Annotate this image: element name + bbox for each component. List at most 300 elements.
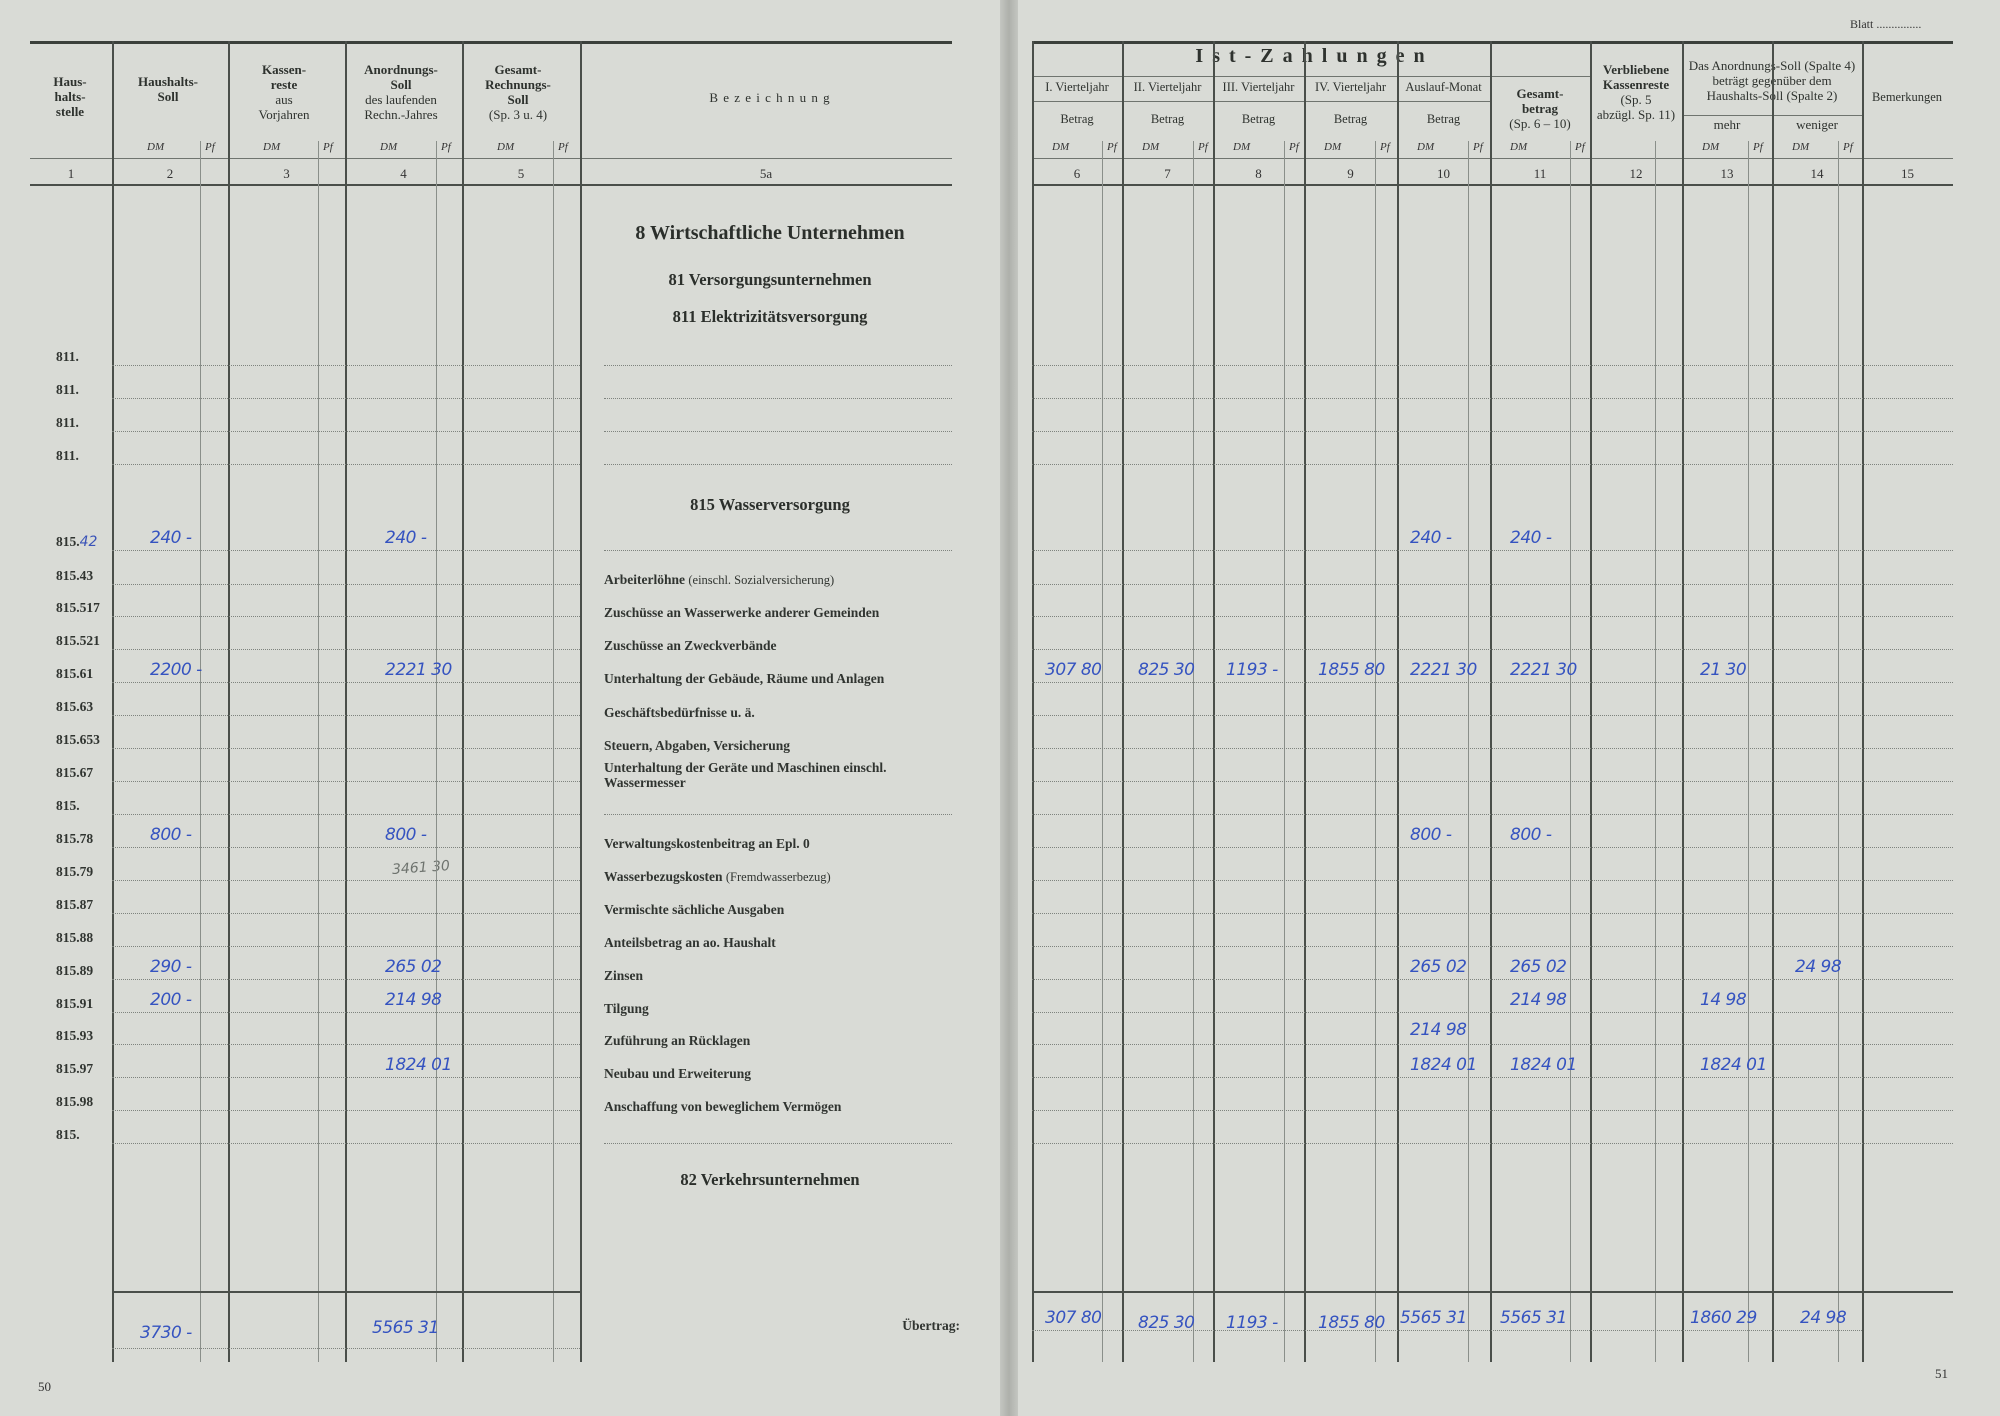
unit-dm: DM [1417,141,1435,153]
column-number-left: 3 [283,166,290,181]
header-anordnungs-vergleich-line: Haushalts-Soll (Spalte 2) [1706,88,1838,103]
header-verbliebene-kassenreste-line: Kassenreste [1602,77,1670,92]
haushaltsstelle-code [56,633,116,649]
handwritten-hs: 290 - [150,957,192,977]
unit-pf: Pf [1473,141,1483,153]
unit-pf: Pf [1198,141,1208,153]
description-text: Neubau und Erweiterung [604,1066,752,1081]
pf-divider [1748,141,1749,1362]
row-rule [112,1143,580,1144]
unit-dm: DM [263,141,281,153]
row-rule [1032,398,1953,399]
row-rule [1032,1143,1953,1144]
header-anordnungs-soll-line: Soll [390,77,412,92]
pf-divider [1193,141,1194,1362]
code-text: 815.43 [56,568,94,583]
handwritten-gb: 214 98 [1510,990,1567,1010]
handwritten-al: 1824 01 [1410,1055,1477,1075]
row-rule [1032,1012,1953,1013]
handwritten-mehr: 14 98 [1700,990,1747,1010]
section-81: 81 Versorgungsunternehmen [668,270,872,289]
row-rule [1032,464,1953,465]
handwritten-mehr: 21 30 [1700,660,1747,680]
code-text: 815.78 [56,831,94,846]
handwritten-hs: 200 - [150,990,192,1010]
row-rule [112,1012,580,1013]
row-rule [112,814,580,815]
row-rule [1032,847,1953,848]
unit-pf: Pf [1753,141,1763,153]
row-rule [112,550,580,551]
column-number-rule [30,184,952,186]
row-rule [112,1044,580,1045]
header-anordnungs-vergleich-line: beträgt gegenüber dem [1712,73,1832,88]
blatt-label: Blatt ............... [1850,17,1922,31]
code-text: 815.93 [56,1028,94,1043]
header-kassenreste-line: reste [270,77,298,92]
header-haushalts-soll-line: Soll [157,89,179,104]
row-rule [112,464,580,465]
handwritten-gb: 2221 30 [1510,660,1577,680]
code-text: 815.89 [56,963,94,978]
header-quarter-2: II. Vierteljahr [1133,80,1202,94]
row-rule [1032,880,1953,881]
left-page-number: 50 [38,1379,51,1394]
row-rule [112,946,580,947]
description-text: Anschaffung von beweglichem Vermögen [604,1099,842,1114]
handwritten-al: 2221 30 [1410,660,1477,680]
uebertrag-rule [112,1291,580,1293]
description-text: Verwaltungskostenbeitrag an Epl. 0 [604,836,810,851]
handwritten-al: 214 98 [1410,1020,1467,1040]
uebertrag-al: 5565 31 [1400,1308,1467,1328]
row-rule [1032,715,1953,716]
column-line [1772,41,1774,1362]
haushaltsstelle-code [56,699,116,715]
description-blank-line [604,365,952,366]
pf-divider [1375,141,1376,1362]
right-page [1005,0,2000,1416]
handwritten-gb: 265 02 [1510,957,1567,977]
row-rule [1032,365,1953,366]
handwritten-hs: 240 - [150,528,192,548]
header-kassenreste-line: Vorjahren [258,107,310,122]
code-text: 815.88 [56,930,94,945]
column-number-right: 8 [1255,166,1262,181]
row-rule [112,1110,580,1111]
column-line [1122,41,1124,1362]
column-number-right: 7 [1164,166,1171,181]
header-quarter-4: IV. Vierteljahr [1315,80,1386,94]
column-number-right: 15 [1901,166,1914,181]
header-haushalts-soll-line: Haushalts- [138,74,198,89]
column-number-right: 6 [1073,166,1081,181]
row-rule [112,979,580,980]
code-text: 815.653 [56,732,100,747]
handwritten-as: 265 02 [385,957,442,977]
row-rule [1032,946,1953,947]
code-suffix-handwritten: 42 [79,534,98,550]
row-rule [112,365,580,366]
unit-dm: DM [1142,141,1160,153]
column-line [1590,41,1592,1362]
row-rule [112,616,580,617]
code-text: 815.79 [56,864,94,879]
code-text: 815. [56,534,80,549]
row-rule [112,847,580,848]
header-anordnungs-vergleich-line: Das Anordnungs-Soll (Spalte 4) [1688,58,1856,73]
unit-dm: DM [1052,141,1070,153]
handwritten-al: 800 - [1410,825,1452,845]
row-rule [112,715,580,716]
header-haushaltsstelle-line: stelle [55,104,85,119]
description-blank-line [604,431,952,432]
row-rule [1032,748,1953,749]
unit-pf: Pf [441,141,451,153]
book-gutter [1000,0,1018,1416]
haushaltsstelle-code [56,798,116,814]
column-number-left: 5a [759,166,773,181]
header-betrag: Betrag [1150,112,1185,126]
description-blank-line [604,464,952,465]
handwritten-al: 240 - [1410,528,1452,548]
row-rule [1032,1044,1953,1045]
unit-pf: Pf [1575,141,1585,153]
code-text: 815.63 [56,699,94,714]
header-ist-zahlungen: I s t - Z a h l u n g e n [1195,45,1427,67]
column-number-right: 13 [1720,166,1734,181]
ist-title-rule [1032,76,1590,77]
handwritten-q3: 1193 - [1226,660,1278,680]
row-rule [1032,781,1953,782]
header-bottom-rule [30,158,952,159]
description-text: Tilgung [604,1001,649,1016]
row-rule [112,880,580,881]
handwritten-mehr: 1824 01 [1700,1055,1767,1075]
column-line [1397,41,1399,1362]
row-rule [112,431,580,432]
header-bemerkungen: Bemerkungen [1871,90,1943,104]
handwritten-q2: 825 30 [1138,660,1195,680]
row-description [604,1066,956,1081]
header-betrag: Betrag [1060,112,1094,126]
unit-dm: DM [1233,141,1251,153]
row-description [604,1033,956,1048]
description-text: Steuern, Abgaben, Versicherung [604,738,791,753]
header-quarter-3: III. Vierteljahr [1222,80,1295,94]
handwritten-gb: 240 - [1510,528,1552,548]
header-haushaltsstelle-line: halts- [54,89,86,104]
description-text: Zinsen [604,968,644,983]
handwritten-as: 240 - [385,528,427,548]
unit-pf: Pf [205,141,215,153]
section-8: 8 Wirtschaftliche Unternehmen [635,222,905,244]
header-verbliebene-kassenreste-line: Verbliebene [1603,62,1669,77]
top-rule-right [1032,41,1953,44]
row-rule [112,1077,580,1078]
row-rule [112,913,580,914]
header-quarter-5: Auslauf-Monat [1405,80,1482,94]
uebertrag-dotted [112,1348,580,1349]
row-rule [112,781,580,782]
row-rule [112,398,580,399]
unit-dm: DM [1702,141,1720,153]
pencil-note: 3461 30 [391,857,451,879]
code-text: 815. [56,798,80,813]
description-text: Wasserbezugskosten [604,869,723,884]
column-number-right: 9 [1347,166,1354,181]
header-verbliebene-kassenreste-line: abzügl. Sp. 11) [1596,107,1676,122]
code-text: 815.517 [56,600,100,615]
column-number-right: 12 [1629,166,1643,181]
row-rule [112,584,580,585]
pf-divider [1468,141,1469,1362]
uebertrag-label: Übertrag: [902,1318,960,1333]
description-blank-line [604,550,952,551]
uebertrag-mehr: 1860 29 [1690,1308,1757,1328]
section-811: 811 Elektrizitätsversorgung [672,307,868,326]
row-rule [1032,550,1953,551]
handwritten-al: 265 02 [1410,957,1467,977]
description-blank-line [604,814,952,815]
haushaltsstelle-code [56,600,116,616]
handwritten-as: 800 - [385,825,427,845]
code-text: 815.97 [56,1061,94,1076]
quarter-subrule [1032,101,1490,102]
handwritten-as: 1824 01 [385,1055,452,1075]
unit-dm: DM [1510,141,1528,153]
haushaltsstelle-code [56,568,116,584]
row-rule [1032,979,1953,980]
pf-divider [1570,141,1571,1362]
haushaltsstelle-code [56,534,116,550]
row-rule [1032,913,1953,914]
header-anordnungs-soll-line: Anordnungs- [364,62,438,77]
pf-divider [1655,141,1656,1362]
column-number-right: 10 [1437,166,1450,181]
haushaltsstelle-code [56,1127,116,1143]
unit-pf: Pf [323,141,333,153]
unit-dm: DM [497,141,515,153]
uebertrag-q3: 1193 - [1226,1313,1278,1333]
row-rule [1032,431,1953,432]
row-rule [112,682,580,683]
header-bezeichnung: B e z e i c h n u n g [709,90,831,105]
code-text: 815.61 [56,666,94,681]
header-mehr: mehr [1713,117,1741,132]
haushaltsstelle-code [56,666,116,682]
column-number-left: 5 [517,166,525,181]
header-bottom-rule [1032,158,1953,159]
description-text: Geschäftsbedürfnisse u. ä. [604,705,755,720]
header-kassenreste-line: Kassen- [261,62,307,77]
haushaltsstelle-code [56,864,116,880]
header-anordnungs-soll-line: Rechn.-Jahres [364,107,438,122]
column-line [1682,41,1684,1362]
top-rule-left [30,41,952,44]
uebertrag-as: 5565 31 [372,1318,439,1338]
code-text: 811. [56,349,79,364]
code-text: 815.67 [56,765,94,780]
row-description [604,760,956,790]
description-text: Zuführung an Rücklagen [604,1033,751,1048]
pf-divider [436,141,437,1362]
unit-pf: Pf [558,141,568,153]
haushaltsstelle-code [56,765,116,781]
row-description [604,935,956,950]
description-text: Unterhaltung der Geräte und Maschinen einschl. Wassermesser [604,760,887,790]
handwritten-gb: 800 - [1510,825,1552,845]
header-betrag: Betrag [1241,112,1276,126]
pf-divider [1102,141,1103,1362]
haushaltsstelle-code [56,1061,116,1077]
header-betrag: Betrag [1426,112,1461,126]
haushaltsstelle-code [56,930,116,946]
haushaltsstelle-code [56,448,116,464]
uebertrag-weniger: 24 98 [1800,1308,1847,1328]
unit-pf: Pf [1843,141,1853,153]
handwritten-hs: 2200 - [150,660,202,680]
code-text: 815.87 [56,897,94,912]
pf-divider [1838,141,1839,1362]
row-description [604,902,956,917]
haushaltsstelle-code [56,349,116,365]
row-rule [112,748,580,749]
row-rule [1032,584,1953,585]
row-rule [1032,649,1953,650]
row-description [604,671,956,686]
description-text: Anteilsbetrag an ao. Haushalt [604,935,776,950]
unit-dm: DM [1324,141,1342,153]
header-anordnungs-soll-line: des laufenden [365,92,437,107]
code-text: 811. [56,448,79,463]
description-text: Zuschüsse an Wasserwerke anderer Gemeinden [604,605,880,620]
header-gesamt-rechnungs-soll-line: (Sp. 3 u. 4) [488,107,548,122]
header-betrag: Betrag [1333,112,1368,126]
row-description [604,1099,956,1114]
description-text: Vermischte sächliche Ausgaben [604,902,785,917]
column-line [1490,41,1492,1362]
column-line [580,41,582,1362]
unit-pf: Pf [1380,141,1390,153]
haushaltsstelle-code [56,831,116,847]
pf-divider [200,141,201,1362]
description-text: Unterhaltung der Gebäude, Räume und Anlagen [604,671,885,686]
haushaltsstelle-code [56,382,116,398]
pf-divider [1284,141,1285,1362]
header-gesamt-rechnungs-soll-line: Soll [507,92,529,107]
row-rule [1032,616,1953,617]
header-gesamtbetrag-line: Gesamt- [1516,86,1564,101]
header-weniger: weniger [1796,117,1838,132]
pf-divider [553,141,554,1362]
header-verbliebene-kassenreste-line: (Sp. 5 [1620,92,1652,107]
column-line [1862,41,1864,1362]
uebertrag-q4: 1855 80 [1318,1313,1385,1333]
code-text: 815.521 [56,633,100,648]
row-description [604,572,956,588]
handwritten-as: 2221 30 [385,660,452,680]
row-rule [1032,814,1953,815]
row-rule [1032,1077,1953,1078]
handwritten-as: 214 98 [385,990,442,1010]
column-line [228,41,230,1362]
row-description [604,836,956,851]
column-number-left: 4 [400,166,407,181]
header-gesamt-rechnungs-soll-line: Rechnungs- [485,77,551,92]
row-rule [1032,1110,1953,1111]
pf-divider [318,141,319,1362]
unit-dm: DM [147,141,165,153]
description-blank-line [604,398,952,399]
uebertrag-hs: 3730 - [140,1323,192,1343]
column-number-left: 1 [67,166,75,181]
column-line [1304,41,1306,1362]
code-text: 815.98 [56,1094,94,1109]
section-82: 82 Verkehrsunternehmen [680,1170,860,1189]
haushaltsstelle-code [56,1028,116,1044]
row-rule [112,649,580,650]
column-line [1213,41,1215,1362]
uebertrag-q2: 825 30 [1138,1313,1195,1333]
header-haushaltsstelle-line: Haus- [53,74,87,89]
row-description [604,738,956,753]
header-kassenreste-line: aus [275,92,293,107]
description-text: Zuschüsse an Zweckverbände [604,638,777,653]
column-number-left: 2 [166,166,174,181]
haushaltsstelle-code [56,996,116,1012]
description-note: (Fremdwasserbezug) [725,870,831,884]
description-text: Arbeiterlöhne [604,572,685,587]
uebertrag-q1: 307 80 [1045,1308,1102,1328]
haushaltsstelle-code [56,897,116,913]
column-number-right: 14 [1810,166,1824,181]
row-description [604,638,956,653]
code-text: 811. [56,382,79,397]
column-line [462,41,464,1362]
unit-dm: DM [380,141,398,153]
row-description [604,1001,956,1016]
row-description [604,869,956,885]
haushaltsstelle-code [56,963,116,979]
row-rule [1032,682,1953,683]
unit-pf: Pf [1107,141,1117,153]
haushaltsstelle-code [56,732,116,748]
code-text: 815.91 [56,996,94,1011]
description-blank-line [604,1143,952,1144]
handwritten-weniger: 24 98 [1795,957,1842,977]
column-line [345,41,347,1362]
row-description [604,605,956,620]
description-note: (einschl. Sozialversicherung) [688,573,835,587]
column-number-rule [1032,184,1953,186]
haushaltsstelle-code [56,415,116,431]
handwritten-q1: 307 80 [1045,660,1102,680]
right-page-number: 51 [1935,1366,1948,1381]
header-gesamt-rechnungs-soll-line: Gesamt- [494,62,542,77]
handwritten-q4: 1855 80 [1318,660,1385,680]
header-quarter-1: I. Vierteljahr [1045,80,1109,94]
row-description [604,968,956,983]
haushaltsstelle-code [56,1094,116,1110]
column-line [1032,41,1034,1362]
row-description [604,705,956,720]
uebertrag-rule [1032,1291,1953,1293]
unit-pf: Pf [1289,141,1299,153]
unit-dm: DM [1792,141,1810,153]
section-815: 815 Wasserversorgung [690,495,850,514]
uebertrag-gb: 5565 31 [1500,1308,1567,1328]
